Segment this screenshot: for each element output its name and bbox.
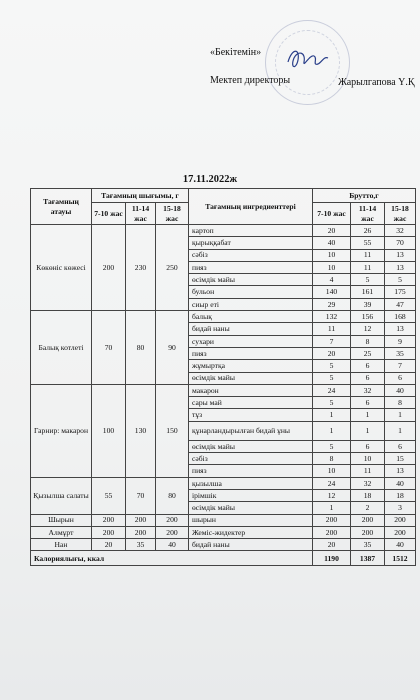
dish-portion: 90 bbox=[156, 311, 189, 385]
ingredient-gross: 1 bbox=[313, 421, 351, 440]
ingredient-gross: 7 bbox=[385, 360, 416, 372]
ingredient-gross: 13 bbox=[385, 261, 416, 273]
dish-portion: 40 bbox=[156, 539, 189, 551]
ingredient-gross: 1 bbox=[313, 502, 351, 514]
dish-portion: 200 bbox=[126, 526, 156, 538]
ingredient-gross: 32 bbox=[385, 225, 416, 237]
ingredient-gross: 35 bbox=[351, 539, 385, 551]
ingredient-gross: 1 bbox=[313, 409, 351, 421]
ingredient-gross: 5 bbox=[313, 360, 351, 372]
ingredient-name: Жеміс-жидектер bbox=[189, 526, 313, 538]
table-row bbox=[31, 477, 416, 489]
ingredient-gross: 8 bbox=[385, 397, 416, 409]
ingredient-gross: 168 bbox=[385, 311, 416, 323]
dish-portion: 250 bbox=[156, 225, 189, 311]
header-age-group: 11-14 жас bbox=[126, 203, 156, 225]
dish-portion: 70 bbox=[92, 311, 126, 385]
ingredient-name: сухари bbox=[189, 335, 313, 347]
ingredient-name: құнарландырылған бидай ұны bbox=[189, 421, 313, 440]
header-age-group: 7-10 жас bbox=[313, 203, 351, 225]
ingredient-gross: 132 bbox=[313, 311, 351, 323]
header-dish: Тағамның атауы bbox=[31, 189, 92, 225]
ingredient-gross: 6 bbox=[385, 440, 416, 452]
ingredient-gross: 200 bbox=[313, 514, 351, 526]
ingredient-name: ірімшік bbox=[189, 489, 313, 501]
ingredient-gross: 20 bbox=[313, 347, 351, 359]
director-name: Жарылгапова Ү.Қ bbox=[338, 77, 415, 88]
dish-portion: 80 bbox=[156, 477, 189, 514]
ingredient-gross: 40 bbox=[313, 237, 351, 249]
ingredient-gross: 2 bbox=[351, 502, 385, 514]
ingredient-gross: 200 bbox=[313, 526, 351, 538]
ingredient-gross: 29 bbox=[313, 298, 351, 310]
ingredient-gross: 8 bbox=[351, 335, 385, 347]
dish-name: Балық котлеті bbox=[31, 311, 92, 385]
dish-portion: 35 bbox=[126, 539, 156, 551]
ingredient-gross: 18 bbox=[385, 489, 416, 501]
ingredient-gross: 40 bbox=[385, 384, 416, 396]
dish-portion: 130 bbox=[126, 384, 156, 477]
dish-portion: 230 bbox=[126, 225, 156, 311]
ingredient-name: сиыр еті bbox=[189, 298, 313, 310]
ingredient-gross: 200 bbox=[351, 514, 385, 526]
dish-portion: 55 bbox=[92, 477, 126, 514]
ingredient-name: қызылша bbox=[189, 477, 313, 489]
dish-name: Шырын bbox=[31, 514, 92, 526]
ingredient-name: бидай наны bbox=[189, 323, 313, 335]
ingredient-gross: 55 bbox=[351, 237, 385, 249]
header-gross: Брутто,г bbox=[313, 189, 416, 203]
ingredient-name: жұмыртқа bbox=[189, 360, 313, 372]
ingredient-gross: 47 bbox=[385, 298, 416, 310]
header-ingredients: Тағамның ингредиенттері bbox=[189, 189, 313, 225]
ingredient-gross: 4 bbox=[313, 274, 351, 286]
ingredient-gross: 8 bbox=[313, 453, 351, 465]
header-row bbox=[31, 189, 416, 203]
ingredient-gross: 5 bbox=[313, 397, 351, 409]
dish-portion: 200 bbox=[156, 514, 189, 526]
ingredient-gross: 200 bbox=[385, 514, 416, 526]
ingredient-name: пияз bbox=[189, 347, 313, 359]
ingredient-name: қырыққабат bbox=[189, 237, 313, 249]
ingredient-gross: 200 bbox=[351, 526, 385, 538]
menu-table bbox=[30, 188, 416, 566]
ingredient-gross: 32 bbox=[351, 477, 385, 489]
dish-portion: 200 bbox=[92, 225, 126, 311]
dish-name: Алмұрт bbox=[31, 526, 92, 538]
ingredient-name: сәбіз bbox=[189, 453, 313, 465]
ingredient-gross: 24 bbox=[313, 477, 351, 489]
dish-portion: 200 bbox=[92, 514, 126, 526]
ingredient-gross: 6 bbox=[351, 360, 385, 372]
ingredient-gross: 1 bbox=[351, 421, 385, 440]
ingredient-gross: 20 bbox=[313, 225, 351, 237]
dish-portion: 100 bbox=[92, 384, 126, 477]
dish-portion: 20 bbox=[92, 539, 126, 551]
dish-portion: 200 bbox=[92, 526, 126, 538]
ingredient-gross: 32 bbox=[351, 384, 385, 396]
header-age-group: 15-18 жас bbox=[156, 203, 189, 225]
ingredient-gross: 156 bbox=[351, 311, 385, 323]
ingredient-gross: 11 bbox=[351, 465, 385, 477]
ingredient-name: картоп bbox=[189, 225, 313, 237]
ingredient-gross: 11 bbox=[313, 323, 351, 335]
ingredient-gross: 20 bbox=[313, 539, 351, 551]
ingredient-name: шырын bbox=[189, 514, 313, 526]
ingredient-gross: 12 bbox=[313, 489, 351, 501]
ingredient-gross: 7 bbox=[313, 335, 351, 347]
ingredient-gross: 6 bbox=[351, 397, 385, 409]
ingredient-gross: 18 bbox=[351, 489, 385, 501]
ingredient-gross: 40 bbox=[385, 539, 416, 551]
ingredient-gross: 39 bbox=[351, 298, 385, 310]
ingredient-name: тұз bbox=[189, 409, 313, 421]
ingredient-gross: 6 bbox=[351, 440, 385, 452]
ingredient-gross: 1 bbox=[385, 421, 416, 440]
ingredient-gross: 5 bbox=[385, 274, 416, 286]
ingredient-name: өсімдік майы bbox=[189, 440, 313, 452]
header-age-group: 7-10 жас bbox=[92, 203, 126, 225]
table-row bbox=[31, 311, 416, 323]
total-value: 1512 bbox=[385, 551, 416, 566]
ingredient-gross: 9 bbox=[385, 335, 416, 347]
approval-title: «Бекітемін» bbox=[210, 47, 262, 58]
ingredient-name: сәбіз bbox=[189, 249, 313, 261]
table-row bbox=[31, 384, 416, 396]
ingredient-gross: 5 bbox=[313, 372, 351, 384]
ingredient-gross: 10 bbox=[313, 249, 351, 261]
dish-name: Нан bbox=[31, 539, 92, 551]
ingredient-name: бульон bbox=[189, 286, 313, 298]
ingredient-gross: 13 bbox=[385, 465, 416, 477]
ingredient-name: өсімдік майы bbox=[189, 274, 313, 286]
ingredient-gross: 175 bbox=[385, 286, 416, 298]
ingredient-gross: 70 bbox=[385, 237, 416, 249]
ingredient-name: макарон bbox=[189, 384, 313, 396]
ingredient-gross: 12 bbox=[351, 323, 385, 335]
ingredient-gross: 6 bbox=[351, 372, 385, 384]
director-signature bbox=[282, 44, 332, 74]
dish-portion: 150 bbox=[156, 384, 189, 477]
menu-date: 17.11.2022ж bbox=[182, 174, 238, 185]
ingredient-name: пияз bbox=[189, 261, 313, 273]
table-row bbox=[31, 225, 416, 237]
dish-name: Қызылша салаты bbox=[31, 477, 92, 514]
ingredient-gross: 5 bbox=[351, 274, 385, 286]
ingredient-gross: 5 bbox=[313, 440, 351, 452]
total-row bbox=[31, 551, 416, 566]
ingredient-gross: 11 bbox=[351, 261, 385, 273]
ingredient-name: сары май bbox=[189, 397, 313, 409]
total-label: Калориялығы, ккал bbox=[31, 551, 313, 566]
ingredient-name: өсімдік майы bbox=[189, 372, 313, 384]
ingredient-gross: 25 bbox=[351, 347, 385, 359]
ingredient-gross: 200 bbox=[385, 526, 416, 538]
ingredient-name: пияз bbox=[189, 465, 313, 477]
header-portion: Тағамның шығымы, г bbox=[92, 189, 189, 203]
director-position: Мектеп директоры bbox=[210, 75, 291, 86]
total-value: 1387 bbox=[351, 551, 385, 566]
ingredient-gross: 15 bbox=[385, 453, 416, 465]
ingredient-gross: 13 bbox=[385, 323, 416, 335]
ingredient-gross: 10 bbox=[313, 261, 351, 273]
ingredient-gross: 3 bbox=[385, 502, 416, 514]
dish-portion: 80 bbox=[126, 311, 156, 385]
ingredient-name: балық bbox=[189, 311, 313, 323]
ingredient-gross: 13 bbox=[385, 249, 416, 261]
table-row bbox=[31, 526, 416, 538]
header-age-group: 11-14 жас bbox=[351, 203, 385, 225]
ingredient-gross: 6 bbox=[385, 372, 416, 384]
header-age-group: 15-18 жас bbox=[385, 203, 416, 225]
dish-portion: 200 bbox=[156, 526, 189, 538]
dish-name: Гарнир: макарон bbox=[31, 384, 92, 477]
ingredient-gross: 1 bbox=[385, 409, 416, 421]
dish-name: Көкөніс көжесі bbox=[31, 225, 92, 311]
dish-portion: 70 bbox=[126, 477, 156, 514]
table-row bbox=[31, 539, 416, 551]
dish-portion: 200 bbox=[126, 514, 156, 526]
table-row bbox=[31, 514, 416, 526]
ingredient-gross: 161 bbox=[351, 286, 385, 298]
ingredient-gross: 24 bbox=[313, 384, 351, 396]
ingredient-gross: 10 bbox=[313, 465, 351, 477]
ingredient-gross: 10 bbox=[351, 453, 385, 465]
ingredient-gross: 11 bbox=[351, 249, 385, 261]
ingredient-name: өсімдік майы bbox=[189, 502, 313, 514]
ingredient-gross: 35 bbox=[385, 347, 416, 359]
ingredient-gross: 140 bbox=[313, 286, 351, 298]
ingredient-gross: 26 bbox=[351, 225, 385, 237]
ingredient-gross: 40 bbox=[385, 477, 416, 489]
ingredient-gross: 1 bbox=[351, 409, 385, 421]
ingredient-name: бидай наны bbox=[189, 539, 313, 551]
total-value: 1190 bbox=[313, 551, 351, 566]
